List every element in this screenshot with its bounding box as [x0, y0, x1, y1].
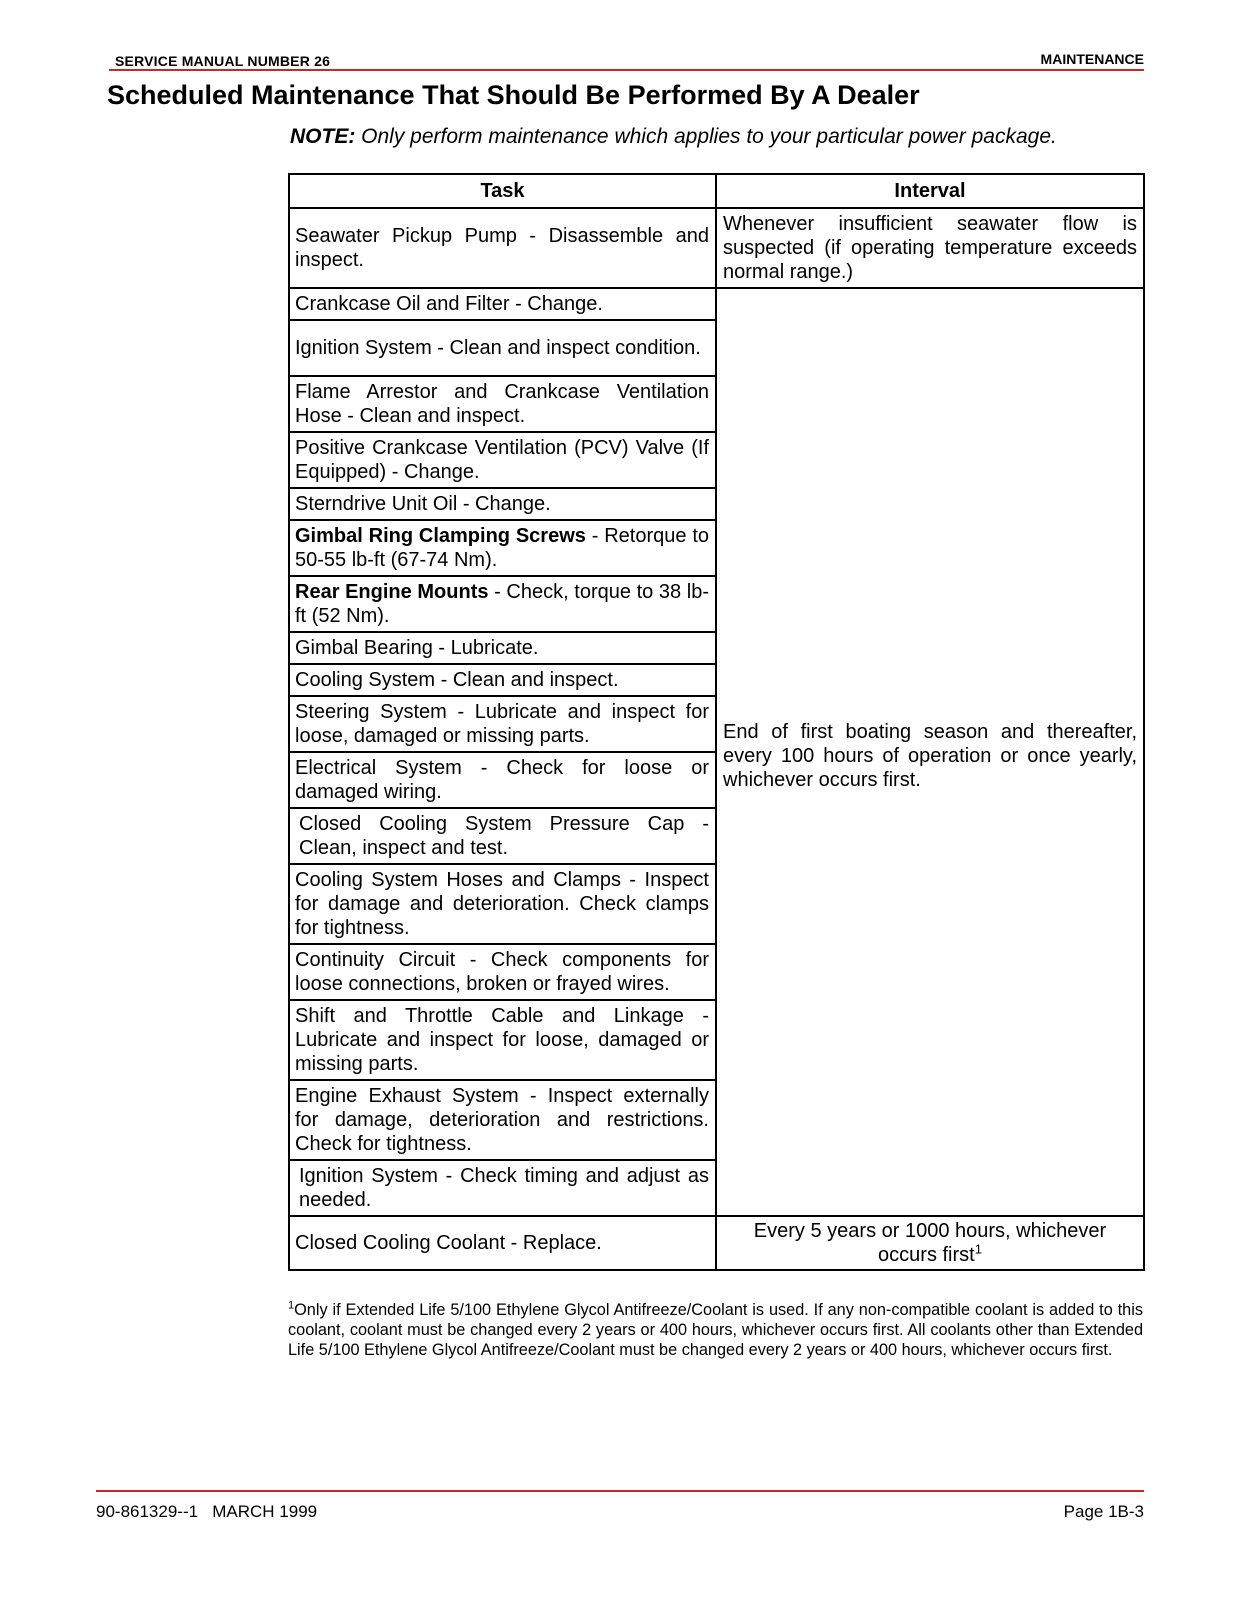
task-text: Ignition System - Check timing and adjust as needed. — [299, 1164, 709, 1211]
task-text: Flame Arrestor and Crankcase Ventilation Hose - Clean and inspect. — [295, 380, 709, 427]
task-text: Cooling System - Clean and inspect. — [295, 668, 619, 691]
footer-doc-info — [96, 1502, 317, 1522]
task-cell — [289, 376, 716, 432]
task-cell — [289, 208, 716, 288]
shared-interval-cell — [716, 288, 1144, 1216]
maintenance-table — [288, 173, 1145, 1271]
task-text: - Retorque to 50-55 lb-ft (67-74 Nm). — [295, 524, 709, 571]
task-cell — [289, 664, 716, 696]
task-cell — [289, 432, 716, 488]
task-text: Closed Cooling System Pressure Cap - Clean, inspect and test. — [299, 812, 709, 859]
task-text: Shift and Throttle Cable and Linkage - Lubricate and inspect for loose, damaged or missing parts. — [295, 1004, 709, 1075]
shared-interval-text: End of first boating season and thereafter, every 100 hours of operation or once yearly, whichever occurs first. — [723, 721, 1137, 791]
task-cell — [289, 752, 716, 808]
footnote — [288, 1300, 1143, 1360]
header-divider — [109, 69, 1144, 71]
task-cell — [289, 1160, 716, 1216]
column-header-interval: Interval — [716, 174, 1144, 208]
interval-text: Every 5 years or 1000 hours, whichever occurs first — [753, 1220, 1107, 1266]
table-row — [289, 208, 1144, 288]
note-text: Only perform maintenance which applies to your particular power package. — [355, 125, 1057, 148]
task-cell — [289, 1080, 716, 1160]
task-cell — [289, 488, 716, 520]
task-cell — [289, 320, 716, 376]
task-text: Seawater Pickup Pump - Disassemble and inspect. — [295, 224, 709, 271]
page-title: Scheduled Maintenance That Should Be Performed By A Dealer — [107, 80, 920, 110]
table-row — [289, 1216, 1144, 1270]
header-section-name: MAINTENANCE — [1040, 51, 1144, 67]
task-text: Ignition System - Clean and inspect condition. — [295, 336, 701, 359]
footer-date: MARCH 1999 — [212, 1502, 318, 1521]
task-cell — [289, 576, 716, 632]
task-text: Continuity Circuit - Check components for loose connections, broken or frayed wires. — [295, 948, 709, 995]
task-text: Cooling System Hoses and Clamps - Inspect for damage and deterioration. Check clamps for tightness. — [295, 868, 709, 939]
task-text: Gimbal Bearing - Lubricate. — [295, 636, 539, 659]
footnote-marker: 1 — [288, 1299, 295, 1312]
footnote-text: Only if Extended Life 5/100 Ethylene Glycol Antifreeze/Coolant is used. If any non-compatible coolant is added to this coolant, coolant must be changed every 2 years or 400 hours, whichever occurs first. All coolants other than Extended Life 5/100 Ethylene Glycol Antifreeze/Coolant must be changed every 2 years or 400 hours, whichever occurs first. — [288, 1301, 1143, 1359]
table-header-row — [289, 174, 1144, 208]
task-cell — [289, 944, 716, 1000]
task-cell — [289, 1000, 716, 1080]
interval-cell — [716, 1216, 1144, 1270]
task-cell — [289, 808, 716, 864]
note — [290, 125, 1057, 149]
task-text: Closed Cooling Coolant - Replace. — [295, 1231, 602, 1254]
task-cell — [289, 520, 716, 576]
note-label: NOTE: — [290, 125, 356, 148]
task-cell — [289, 632, 716, 664]
task-text: Electrical System - Check for loose or damaged wiring. — [295, 756, 709, 803]
task-bold: Gimbal Ring Clamping Screws — [295, 524, 586, 547]
task-cell — [289, 288, 716, 320]
task-text: Sterndrive Unit Oil - Change. — [295, 492, 551, 515]
task-cell — [289, 696, 716, 752]
task-text: - Check, torque to 38 lb-ft (52 Nm). — [295, 580, 709, 627]
table-row — [289, 288, 1144, 320]
column-header-task: Task — [289, 174, 716, 208]
header-manual-title: SERVICE MANUAL NUMBER 26 — [115, 53, 331, 69]
interval-cell: Whenever insufficient seawater flow is suspected (if operating temperature exceeds normal range.) — [716, 208, 1144, 288]
task-text: Engine Exhaust System - Inspect externally for damage, deterioration and restrictions. Check for tightness. — [295, 1084, 709, 1155]
task-bold: Rear Engine Mounts — [295, 580, 489, 603]
task-text: Steering System - Lubricate and inspect for loose, damaged or missing parts. — [295, 700, 709, 747]
task-text: Positive Crankcase Ventilation (PCV) Valve (If Equipped) - Change. — [295, 436, 709, 483]
footer-divider — [96, 1490, 1144, 1492]
page-number: Page 1B-3 — [1063, 1502, 1144, 1521]
task-text: Crankcase Oil and Filter - Change. — [295, 292, 603, 315]
task-cell — [289, 1216, 716, 1270]
task-cell — [289, 864, 716, 944]
footnote-reference: 1 — [974, 1241, 982, 1257]
footer-doc-number: 90-861329--1 — [96, 1502, 199, 1521]
